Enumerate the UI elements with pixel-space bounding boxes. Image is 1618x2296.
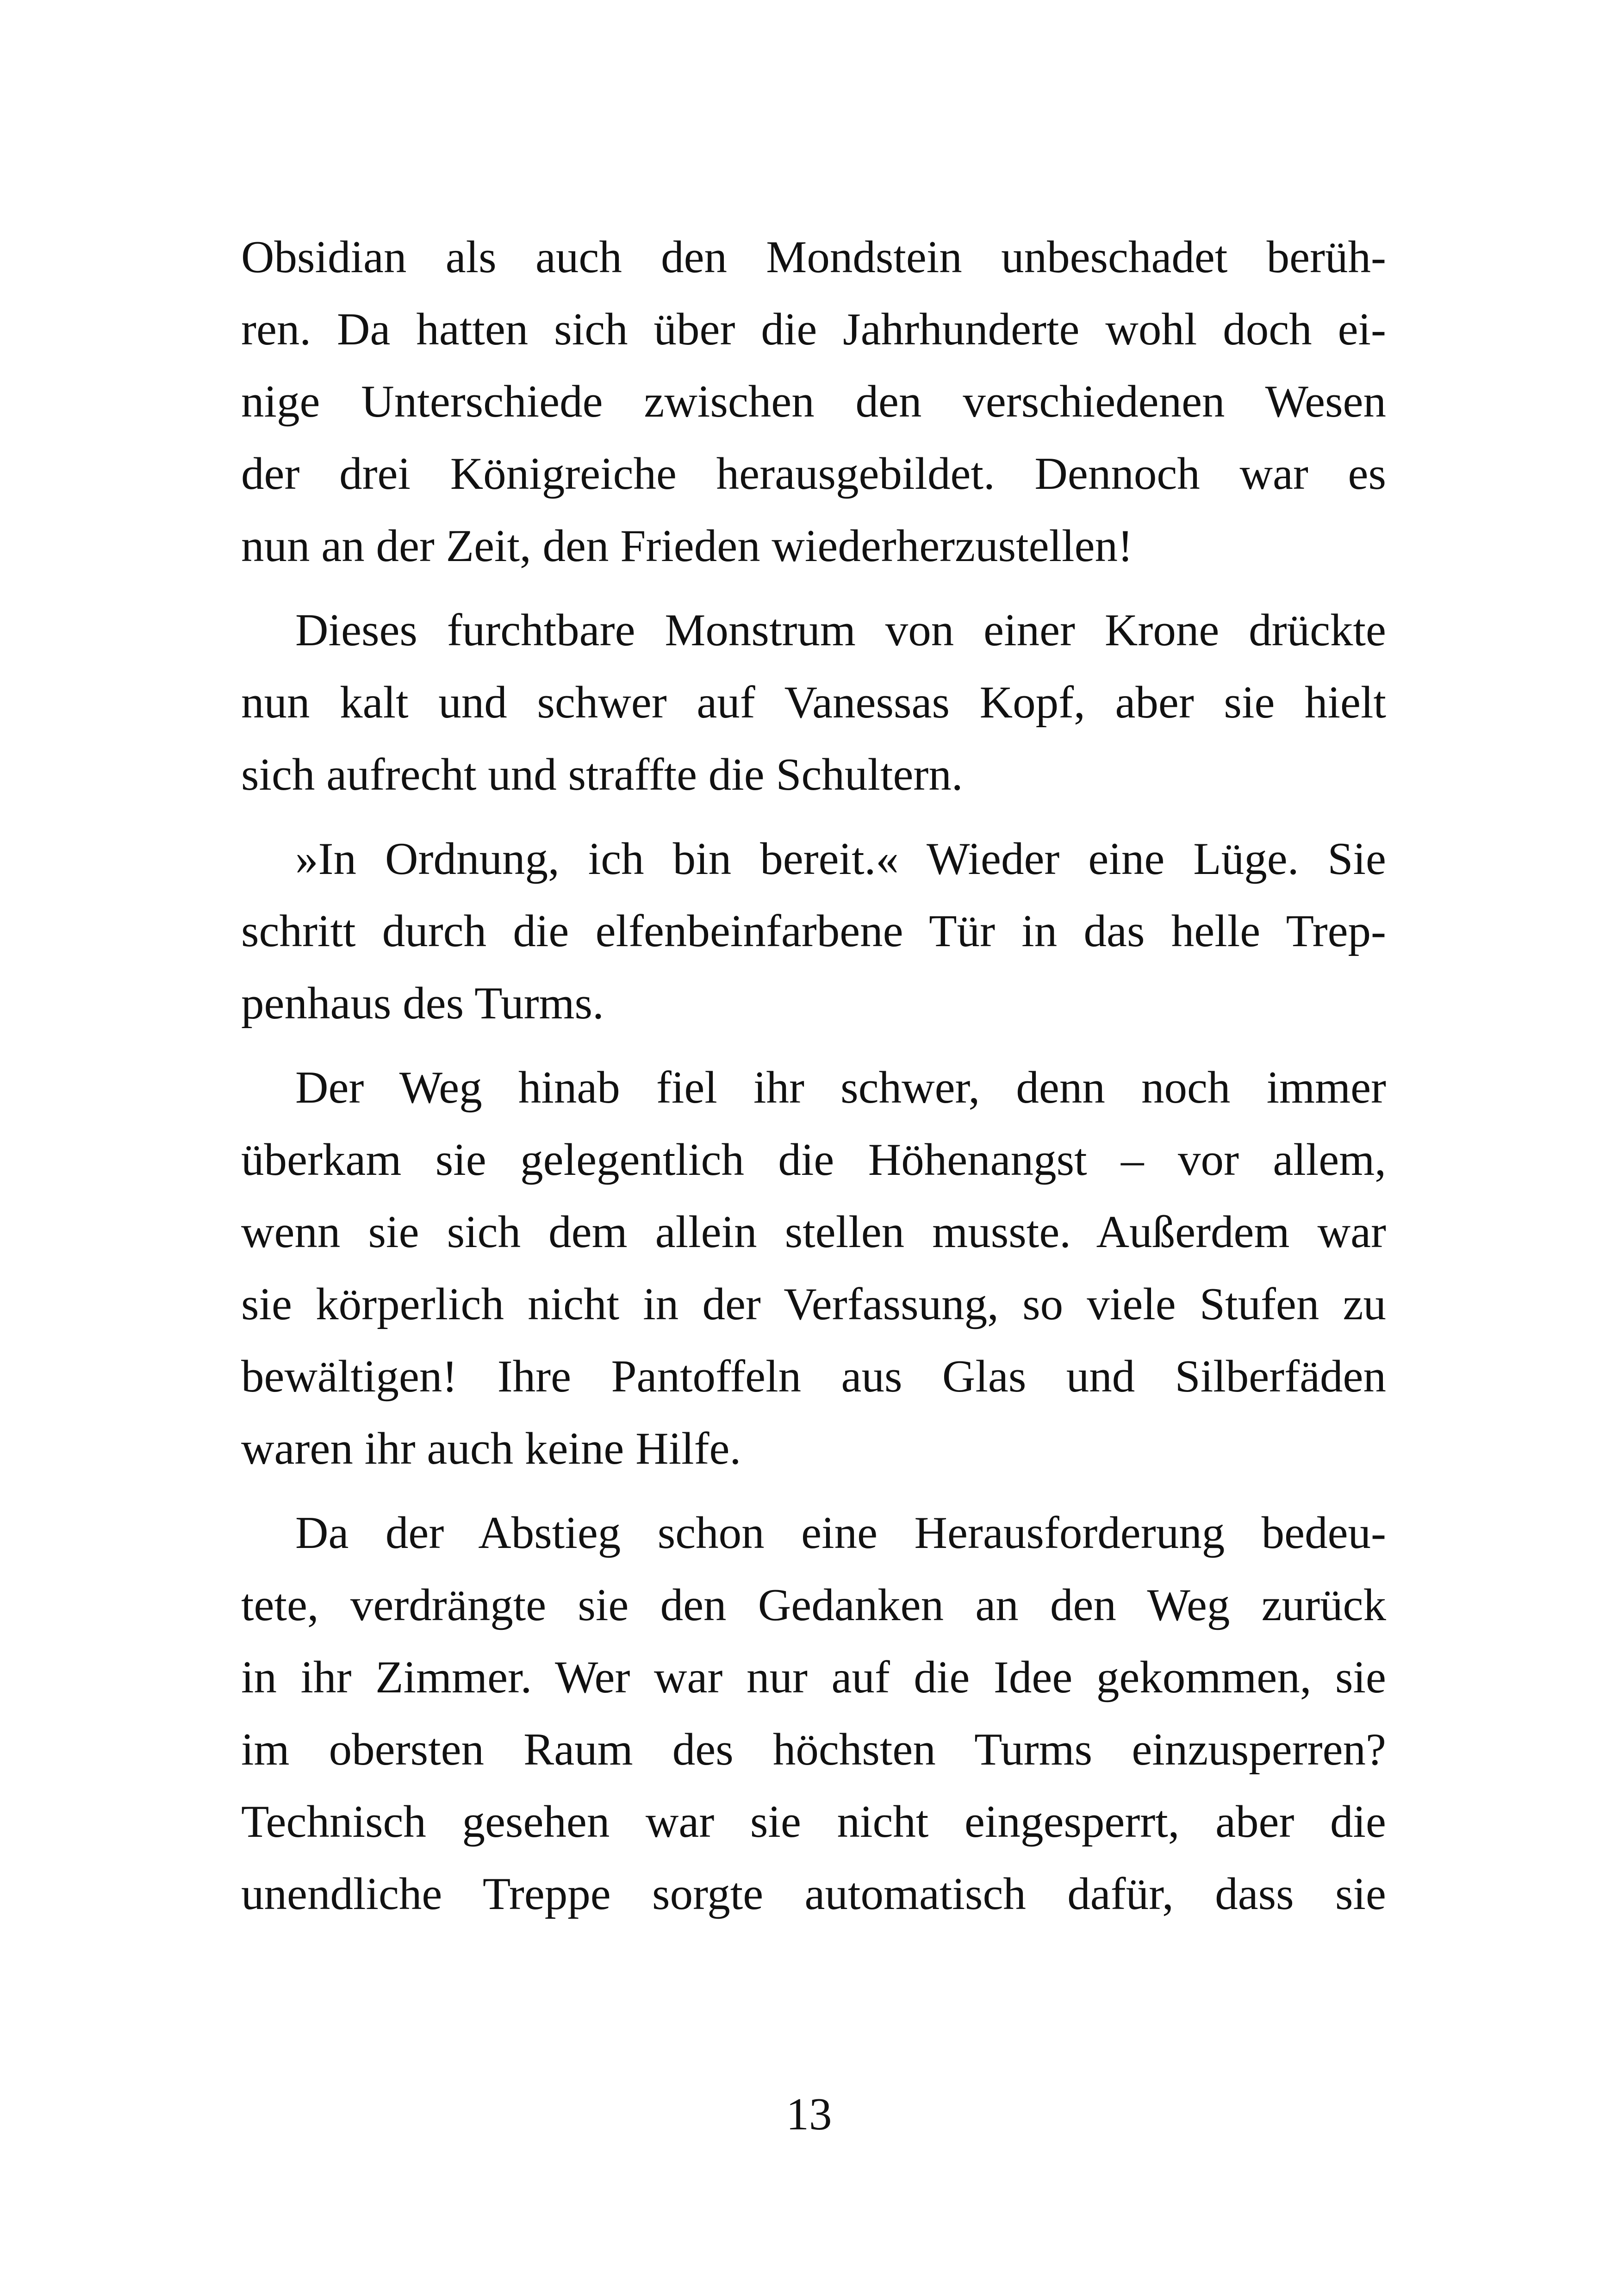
text-line: unendliche Treppe sorgte automatisch dafür, dass sie xyxy=(241,1869,1386,1919)
text-line: tete, verdrängte sie den Gedanken an den Weg zurück xyxy=(241,1580,1386,1630)
text-line: »In Ordnung, ich bin bereit.« Wieder eine Lüge. Sie xyxy=(295,834,1386,884)
text-line: sich aufrecht und straffte die Schultern. xyxy=(241,749,963,800)
text-line: wenn sie sich dem allein stellen musste. Außerdem war xyxy=(241,1207,1386,1257)
text-line: in ihr Zimmer. Wer war nur auf die Idee gekommen, sie xyxy=(241,1652,1386,1703)
text-line: Dieses furchtbare Monstrum von einer Krone drückte xyxy=(295,605,1386,655)
text-line: Technisch gesehen war sie nicht eingesperrt, aber die xyxy=(241,1797,1386,1847)
text-line: bewältigen! Ihre Pantoffeln aus Glas und Silberfäden xyxy=(241,1351,1386,1402)
text-line: nige Unterschiede zwischen den verschiedenen Wesen xyxy=(241,376,1386,427)
text-line: nun kalt und schwer auf Vanessas Kopf, aber sie hielt xyxy=(241,677,1386,728)
text-line: Obsidian als auch den Mondstein unbeschadet berüh- xyxy=(241,232,1386,282)
text-line: schritt durch die elfenbeinfarbene Tür in das helle Trep- xyxy=(241,906,1386,956)
paragraph xyxy=(241,823,1386,1040)
paragraph xyxy=(241,1497,1386,1930)
text-line: waren ihr auch keine Hilfe. xyxy=(241,1423,741,1474)
text-line: Der Weg hinab fiel ihr schwer, denn noch immer xyxy=(295,1062,1386,1113)
paragraph xyxy=(241,594,1386,811)
paragraph xyxy=(241,221,1386,582)
page-number: 13 xyxy=(786,2089,832,2140)
text-line: nun an der Zeit, den Frieden wiederherzustellen! xyxy=(241,521,1133,571)
text-line: penhaus des Turms. xyxy=(241,978,604,1029)
text-line: der drei Königreiche herausgebildet. Dennoch war es xyxy=(241,449,1386,499)
text-line: ren. Da hatten sich über die Jahrhunderte wohl doch ei- xyxy=(241,304,1386,355)
text-line: im obersten Raum des höchsten Turms einzusperren? xyxy=(241,1724,1386,1775)
text-line: Da der Abstieg schon eine Herausforderung bedeu- xyxy=(295,1508,1386,1558)
paragraph xyxy=(241,1052,1386,1485)
body-text xyxy=(241,221,1386,1930)
text-line: sie körperlich nicht in der Verfassung, so viele Stufen zu xyxy=(241,1279,1386,1329)
text-line: überkam sie gelegentlich die Höhenangst – vor allem, xyxy=(241,1135,1386,1185)
